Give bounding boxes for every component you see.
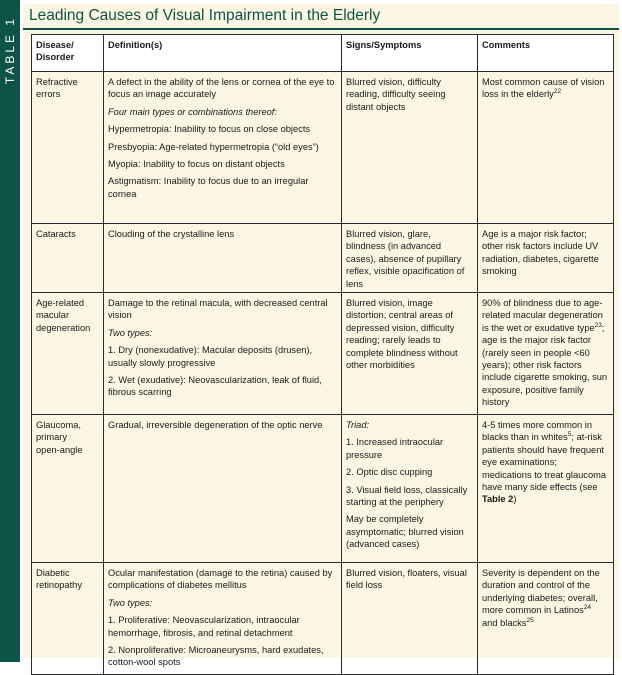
table-row <box>32 224 614 293</box>
definition-cell: Clouding of the crystalline lens <box>104 224 342 293</box>
definition-cell: Gradual, irreversible degeneration of the optic nerve <box>104 415 342 563</box>
definition-cell: A defect in the ability of the lens or cornea of the eye to focus an image accurately Four main types or combinations thereof: Hypermetropia: Inability to focus on close objects Presbyopia: Age-related hypermetropia (“old eyes”) Myopia: Inability to focus on distant objects Astigmatism: Inability to focus due to an irregular cornea <box>104 72 342 224</box>
table-panel <box>23 4 619 668</box>
definition-cell: Ocular manifestation (damage to the retina) caused by complications of diabetes mellitus Two types: 1. Proliferative: Neovascularization, intraocular hemorrhage, fibrosis, and retinal detachment 2. Nonproliferative: Microaneurysms, hard exudates, cotton-wool spots <box>104 563 342 675</box>
definition-cell: Damage to the retinal macula, with decreased central vision Two types: 1. Dry (nonexudative): Macular deposits (drusen), usually slowly progressive 2. Wet (exudative): Neovascularization, leak of fluid, fibrous scarring <box>104 293 342 415</box>
side-tab-label: TABLE 1 <box>3 15 17 85</box>
comments-cell: Age is a major risk factor; other risk factors include UV radiation, diabetes, cigarette smoking <box>478 224 614 293</box>
signs-cell: Blurred vision, glare, blindness (in advanced cases), absence of pupillary reflex, visible opacification of lens <box>342 224 478 293</box>
header-disease: Disease/ Disorder <box>32 35 104 72</box>
disease-cell: Cataracts <box>32 224 104 293</box>
header-signs: Signs/Symptoms <box>342 35 478 72</box>
signs-cell: Blurred vision, floaters, visual field loss <box>342 563 478 675</box>
header-row <box>32 35 614 72</box>
side-tab <box>0 0 20 662</box>
table-row <box>32 72 614 224</box>
table-row <box>32 563 614 675</box>
causes-table <box>31 34 614 675</box>
table-title: Leading Causes of Visual Impairment in the Elderly <box>29 7 381 24</box>
comments-cell: 90% of blindness due to age-related macular degeneration is the wet or exudative type$^{23}$; age is the major risk factor (rarely seen in people <60 years); other risk factors include cigarette smoking, sun exposure, positive family history <box>478 293 614 415</box>
title-divider <box>23 28 619 30</box>
header-comments: Comments <box>478 35 614 72</box>
signs-cell: Triad: 1. Increased intraocular pressure 2. Optic disc cupping 3. Visual field loss, classically starting at the periphery May be completely asymptomatic; blurred vision (advanced cases) <box>342 415 478 563</box>
table-row <box>32 415 614 563</box>
disease-cell: Diabetic retinopathy <box>32 563 104 675</box>
table-row <box>32 293 614 415</box>
disease-cell: Age-related macular degeneration <box>32 293 104 415</box>
header-definition: Definition(s) <box>104 35 342 72</box>
comments-cell: Severity is dependent on the duration and control of the underlying diabetes; overall, more common in Latinos$^{24}$ and blacks$^{25}$ <box>478 563 614 675</box>
signs-cell: Blurred vision, image distortion, central areas of depressed vision, difficulty reading; rarely leads to complete blindness without other morbidities <box>342 293 478 415</box>
disease-cell: Refractive errors <box>32 72 104 224</box>
signs-cell: Blurred vision, difficulty reading, difficulty seeing distant objects <box>342 72 478 224</box>
comments-cell: Most common cause of vision loss in the elderly$^{22}$ <box>478 72 614 224</box>
comments-cell: 4-5 times more common in blacks than in whites$^5$; at-risk patients should have frequent eye examinations; medications to treat glaucoma have many side effects (see Table 2) <box>478 415 614 563</box>
disease-cell: Glaucoma, primary open-angle <box>32 415 104 563</box>
